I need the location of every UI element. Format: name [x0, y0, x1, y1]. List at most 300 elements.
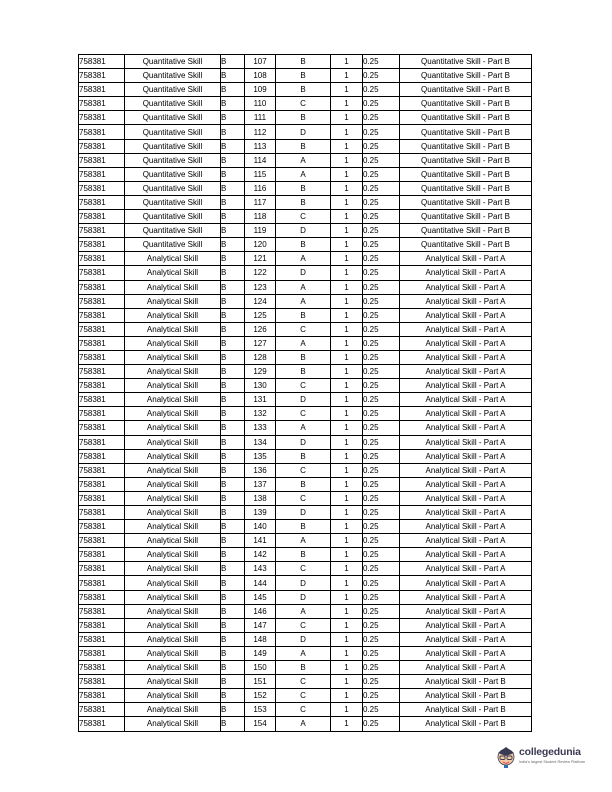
set-cell: B	[221, 604, 245, 618]
subject-cell: Analytical Skill	[125, 393, 221, 407]
negative-marks-cell: 0.25	[363, 463, 400, 477]
question-number-cell: 130	[245, 379, 276, 393]
answer-key-cell: D	[276, 266, 331, 280]
answer-key-cell: D	[276, 435, 331, 449]
answer-key-cell: C	[276, 675, 331, 689]
candidate-id-cell: 758381	[79, 153, 125, 167]
section-cell: Analytical Skill - Part A	[400, 308, 532, 322]
set-cell: B	[221, 618, 245, 632]
set-cell: B	[221, 280, 245, 294]
answer-key-cell: B	[276, 449, 331, 463]
negative-marks-cell: 0.25	[363, 252, 400, 266]
negative-marks-cell: 0.25	[363, 294, 400, 308]
table-row	[79, 195, 532, 209]
answer-key-cell: B	[276, 69, 331, 83]
negative-marks-cell: 0.25	[363, 675, 400, 689]
negative-marks-cell: 0.25	[363, 210, 400, 224]
question-number-cell: 125	[245, 308, 276, 322]
set-cell: B	[221, 379, 245, 393]
brand-tagline: India's largest Student Review Platform	[519, 760, 586, 764]
set-cell: B	[221, 83, 245, 97]
table-row	[79, 675, 532, 689]
candidate-id-cell: 758381	[79, 97, 125, 111]
table-row	[79, 576, 532, 590]
answer-key-cell: C	[276, 703, 331, 717]
subject-cell: Quantitative Skill	[125, 69, 221, 83]
section-cell: Analytical Skill - Part A	[400, 646, 532, 660]
table-row	[79, 322, 532, 336]
marks-cell: 1	[331, 83, 363, 97]
answer-key-cell: B	[276, 661, 331, 675]
set-cell: B	[221, 520, 245, 534]
section-cell: Analytical Skill - Part A	[400, 393, 532, 407]
answer-key-cell: A	[276, 252, 331, 266]
subject-cell: Quantitative Skill	[125, 97, 221, 111]
candidate-id-cell: 758381	[79, 266, 125, 280]
question-number-cell: 133	[245, 421, 276, 435]
answer-key-cell: D	[276, 506, 331, 520]
subject-cell: Quantitative Skill	[125, 153, 221, 167]
set-cell: B	[221, 210, 245, 224]
question-number-cell: 110	[245, 97, 276, 111]
question-number-cell: 134	[245, 435, 276, 449]
marks-cell: 1	[331, 534, 363, 548]
table-row	[79, 506, 532, 520]
set-cell: B	[221, 294, 245, 308]
answer-key-cell: A	[276, 646, 331, 660]
subject-cell: Analytical Skill	[125, 280, 221, 294]
candidate-id-cell: 758381	[79, 181, 125, 195]
section-cell: Analytical Skill - Part A	[400, 421, 532, 435]
question-number-cell: 113	[245, 139, 276, 153]
question-number-cell: 136	[245, 463, 276, 477]
answer-key-cell: B	[276, 111, 331, 125]
table-row	[79, 280, 532, 294]
section-cell: Quantitative Skill - Part B	[400, 224, 532, 238]
subject-cell: Analytical Skill	[125, 491, 221, 505]
candidate-id-cell: 758381	[79, 167, 125, 181]
candidate-id-cell: 758381	[79, 252, 125, 266]
question-number-cell: 145	[245, 590, 276, 604]
negative-marks-cell: 0.25	[363, 224, 400, 238]
section-cell: Quantitative Skill - Part B	[400, 111, 532, 125]
marks-cell: 1	[331, 365, 363, 379]
negative-marks-cell: 0.25	[363, 336, 400, 350]
marks-cell: 1	[331, 167, 363, 181]
subject-cell: Analytical Skill	[125, 506, 221, 520]
section-cell: Analytical Skill - Part A	[400, 435, 532, 449]
answer-key-cell: C	[276, 407, 331, 421]
table-row	[79, 210, 532, 224]
table-row	[79, 646, 532, 660]
question-number-cell: 118	[245, 210, 276, 224]
subject-cell: Analytical Skill	[125, 449, 221, 463]
section-cell: Analytical Skill - Part A	[400, 252, 532, 266]
question-number-cell: 120	[245, 238, 276, 252]
section-cell: Analytical Skill - Part A	[400, 590, 532, 604]
negative-marks-cell: 0.25	[363, 604, 400, 618]
answer-key-sheet	[78, 54, 532, 732]
marks-cell: 1	[331, 322, 363, 336]
marks-cell: 1	[331, 181, 363, 195]
negative-marks-cell: 0.25	[363, 125, 400, 139]
question-number-cell: 128	[245, 350, 276, 364]
set-cell: B	[221, 139, 245, 153]
question-number-cell: 146	[245, 604, 276, 618]
question-number-cell: 150	[245, 661, 276, 675]
table-row	[79, 703, 532, 717]
brand-name: collegedunia	[519, 746, 581, 758]
section-cell: Analytical Skill - Part A	[400, 632, 532, 646]
set-cell: B	[221, 548, 245, 562]
table-row	[79, 590, 532, 604]
question-number-cell: 149	[245, 646, 276, 660]
table-row	[79, 153, 532, 167]
marks-cell: 1	[331, 153, 363, 167]
set-cell: B	[221, 449, 245, 463]
candidate-id-cell: 758381	[79, 604, 125, 618]
set-cell: B	[221, 477, 245, 491]
candidate-id-cell: 758381	[79, 195, 125, 209]
candidate-id-cell: 758381	[79, 632, 125, 646]
question-number-cell: 124	[245, 294, 276, 308]
set-cell: B	[221, 407, 245, 421]
marks-cell: 1	[331, 421, 363, 435]
section-cell: Analytical Skill - Part A	[400, 379, 532, 393]
negative-marks-cell: 0.25	[363, 322, 400, 336]
subject-cell: Analytical Skill	[125, 322, 221, 336]
set-cell: B	[221, 590, 245, 604]
table-row	[79, 238, 532, 252]
marks-cell: 1	[331, 111, 363, 125]
table-row	[79, 393, 532, 407]
answer-key-cell: B	[276, 181, 331, 195]
set-cell: B	[221, 632, 245, 646]
candidate-id-cell: 758381	[79, 491, 125, 505]
question-number-cell: 153	[245, 703, 276, 717]
marks-cell: 1	[331, 520, 363, 534]
answer-key-cell: B	[276, 548, 331, 562]
table-row	[79, 294, 532, 308]
table-row	[79, 562, 532, 576]
candidate-id-cell: 758381	[79, 421, 125, 435]
candidate-id-cell: 758381	[79, 689, 125, 703]
answer-key-cell: B	[276, 308, 331, 322]
negative-marks-cell: 0.25	[363, 55, 400, 69]
marks-cell: 1	[331, 97, 363, 111]
answer-key-cell: A	[276, 167, 331, 181]
answer-key-cell: C	[276, 97, 331, 111]
table-row	[79, 435, 532, 449]
negative-marks-cell: 0.25	[363, 153, 400, 167]
negative-marks-cell: 0.25	[363, 534, 400, 548]
set-cell: B	[221, 534, 245, 548]
candidate-id-cell: 758381	[79, 224, 125, 238]
negative-marks-cell: 0.25	[363, 407, 400, 421]
marks-cell: 1	[331, 252, 363, 266]
table-row	[79, 55, 532, 69]
table-row	[79, 308, 532, 322]
question-number-cell: 126	[245, 322, 276, 336]
marks-cell: 1	[331, 646, 363, 660]
candidate-id-cell: 758381	[79, 294, 125, 308]
set-cell: B	[221, 675, 245, 689]
section-cell: Analytical Skill - Part A	[400, 294, 532, 308]
table-row	[79, 548, 532, 562]
table-row	[79, 365, 532, 379]
candidate-id-cell: 758381	[79, 717, 125, 731]
candidate-id-cell: 758381	[79, 69, 125, 83]
section-cell: Analytical Skill - Part B	[400, 689, 532, 703]
question-number-cell: 116	[245, 181, 276, 195]
answer-key-cell: B	[276, 365, 331, 379]
table-row	[79, 407, 532, 421]
subject-cell: Analytical Skill	[125, 604, 221, 618]
section-cell: Analytical Skill - Part A	[400, 463, 532, 477]
set-cell: B	[221, 491, 245, 505]
subject-cell: Analytical Skill	[125, 618, 221, 632]
subject-cell: Quantitative Skill	[125, 125, 221, 139]
marks-cell: 1	[331, 195, 363, 209]
marks-cell: 1	[331, 661, 363, 675]
subject-cell: Quantitative Skill	[125, 167, 221, 181]
question-number-cell: 122	[245, 266, 276, 280]
answer-key-cell: A	[276, 717, 331, 731]
question-number-cell: 117	[245, 195, 276, 209]
candidate-id-cell: 758381	[79, 111, 125, 125]
subject-cell: Quantitative Skill	[125, 210, 221, 224]
candidate-id-cell: 758381	[79, 661, 125, 675]
negative-marks-cell: 0.25	[363, 661, 400, 675]
subject-cell: Analytical Skill	[125, 435, 221, 449]
subject-cell: Quantitative Skill	[125, 55, 221, 69]
subject-cell: Analytical Skill	[125, 308, 221, 322]
table-row	[79, 224, 532, 238]
answer-key-cell: C	[276, 562, 331, 576]
section-cell: Analytical Skill - Part A	[400, 322, 532, 336]
subject-cell: Analytical Skill	[125, 548, 221, 562]
negative-marks-cell: 0.25	[363, 477, 400, 491]
question-number-cell: 148	[245, 632, 276, 646]
set-cell: B	[221, 365, 245, 379]
negative-marks-cell: 0.25	[363, 167, 400, 181]
subject-cell: Analytical Skill	[125, 266, 221, 280]
set-cell: B	[221, 421, 245, 435]
negative-marks-cell: 0.25	[363, 97, 400, 111]
question-number-cell: 154	[245, 717, 276, 731]
candidate-id-cell: 758381	[79, 308, 125, 322]
section-cell: Analytical Skill - Part A	[400, 562, 532, 576]
answer-key-cell: B	[276, 350, 331, 364]
section-cell: Analytical Skill - Part A	[400, 266, 532, 280]
negative-marks-cell: 0.25	[363, 548, 400, 562]
table-row	[79, 520, 532, 534]
subject-cell: Analytical Skill	[125, 379, 221, 393]
set-cell: B	[221, 506, 245, 520]
answer-key-table	[78, 54, 532, 732]
candidate-id-cell: 758381	[79, 463, 125, 477]
candidate-id-cell: 758381	[79, 618, 125, 632]
subject-cell: Analytical Skill	[125, 689, 221, 703]
negative-marks-cell: 0.25	[363, 506, 400, 520]
section-cell: Quantitative Skill - Part B	[400, 195, 532, 209]
set-cell: B	[221, 463, 245, 477]
section-cell: Quantitative Skill - Part B	[400, 83, 532, 97]
answer-key-cell: B	[276, 55, 331, 69]
table-row	[79, 350, 532, 364]
section-cell: Analytical Skill - Part A	[400, 548, 532, 562]
table-row	[79, 534, 532, 548]
candidate-id-cell: 758381	[79, 548, 125, 562]
question-number-cell: 109	[245, 83, 276, 97]
question-number-cell: 115	[245, 167, 276, 181]
brand-logo	[495, 743, 600, 773]
candidate-id-cell: 758381	[79, 435, 125, 449]
set-cell: B	[221, 181, 245, 195]
question-number-cell: 107	[245, 55, 276, 69]
marks-cell: 1	[331, 139, 363, 153]
marks-cell: 1	[331, 69, 363, 83]
candidate-id-cell: 758381	[79, 83, 125, 97]
negative-marks-cell: 0.25	[363, 365, 400, 379]
subject-cell: Quantitative Skill	[125, 238, 221, 252]
negative-marks-cell: 0.25	[363, 576, 400, 590]
set-cell: B	[221, 661, 245, 675]
set-cell: B	[221, 69, 245, 83]
table-row	[79, 604, 532, 618]
question-number-cell: 119	[245, 224, 276, 238]
candidate-id-cell: 758381	[79, 534, 125, 548]
answer-key-cell: D	[276, 125, 331, 139]
set-cell: B	[221, 153, 245, 167]
subject-cell: Quantitative Skill	[125, 195, 221, 209]
answer-key-cell: C	[276, 463, 331, 477]
section-cell: Analytical Skill - Part A	[400, 491, 532, 505]
candidate-id-cell: 758381	[79, 562, 125, 576]
negative-marks-cell: 0.25	[363, 350, 400, 364]
marks-cell: 1	[331, 393, 363, 407]
set-cell: B	[221, 350, 245, 364]
marks-cell: 1	[331, 618, 363, 632]
candidate-id-cell: 758381	[79, 477, 125, 491]
candidate-id-cell: 758381	[79, 322, 125, 336]
marks-cell: 1	[331, 506, 363, 520]
set-cell: B	[221, 195, 245, 209]
marks-cell: 1	[331, 266, 363, 280]
section-cell: Analytical Skill - Part A	[400, 506, 532, 520]
question-number-cell: 123	[245, 280, 276, 294]
negative-marks-cell: 0.25	[363, 195, 400, 209]
candidate-id-cell: 758381	[79, 210, 125, 224]
subject-cell: Analytical Skill	[125, 646, 221, 660]
marks-cell: 1	[331, 576, 363, 590]
table-row	[79, 689, 532, 703]
set-cell: B	[221, 308, 245, 322]
question-number-cell: 140	[245, 520, 276, 534]
section-cell: Analytical Skill - Part A	[400, 280, 532, 294]
section-cell: Quantitative Skill - Part B	[400, 167, 532, 181]
section-cell: Analytical Skill - Part A	[400, 449, 532, 463]
table-row	[79, 83, 532, 97]
table-row	[79, 181, 532, 195]
table-row	[79, 717, 532, 731]
negative-marks-cell: 0.25	[363, 449, 400, 463]
subject-cell: Analytical Skill	[125, 562, 221, 576]
negative-marks-cell: 0.25	[363, 379, 400, 393]
question-number-cell: 152	[245, 689, 276, 703]
answer-key-cell: C	[276, 491, 331, 505]
answer-key-cell: C	[276, 689, 331, 703]
section-cell: Quantitative Skill - Part B	[400, 210, 532, 224]
question-number-cell: 135	[245, 449, 276, 463]
candidate-id-cell: 758381	[79, 336, 125, 350]
subject-cell: Analytical Skill	[125, 350, 221, 364]
subject-cell: Analytical Skill	[125, 407, 221, 421]
negative-marks-cell: 0.25	[363, 689, 400, 703]
subject-cell: Analytical Skill	[125, 520, 221, 534]
section-cell: Quantitative Skill - Part B	[400, 55, 532, 69]
question-number-cell: 141	[245, 534, 276, 548]
answer-key-cell: A	[276, 153, 331, 167]
section-cell: Analytical Skill - Part B	[400, 703, 532, 717]
table-row	[79, 449, 532, 463]
marks-cell: 1	[331, 491, 363, 505]
section-cell: Analytical Skill - Part A	[400, 520, 532, 534]
answer-key-cell: D	[276, 632, 331, 646]
set-cell: B	[221, 322, 245, 336]
question-number-cell: 144	[245, 576, 276, 590]
marks-cell: 1	[331, 210, 363, 224]
negative-marks-cell: 0.25	[363, 632, 400, 646]
set-cell: B	[221, 393, 245, 407]
marks-cell: 1	[331, 548, 363, 562]
marks-cell: 1	[331, 280, 363, 294]
subject-cell: Analytical Skill	[125, 675, 221, 689]
answer-key-cell: A	[276, 280, 331, 294]
question-number-cell: 121	[245, 252, 276, 266]
question-number-cell: 139	[245, 506, 276, 520]
marks-cell: 1	[331, 463, 363, 477]
section-cell: Analytical Skill - Part B	[400, 675, 532, 689]
answer-key-cell: D	[276, 224, 331, 238]
section-cell: Analytical Skill - Part A	[400, 618, 532, 632]
candidate-id-cell: 758381	[79, 646, 125, 660]
marks-cell: 1	[331, 336, 363, 350]
table-row	[79, 661, 532, 675]
candidate-id-cell: 758381	[79, 280, 125, 294]
set-cell: B	[221, 111, 245, 125]
subject-cell: Analytical Skill	[125, 534, 221, 548]
question-number-cell: 151	[245, 675, 276, 689]
answer-key-cell: B	[276, 83, 331, 97]
candidate-id-cell: 758381	[79, 449, 125, 463]
negative-marks-cell: 0.25	[363, 618, 400, 632]
subject-cell: Quantitative Skill	[125, 111, 221, 125]
table-row	[79, 252, 532, 266]
section-cell: Analytical Skill - Part A	[400, 661, 532, 675]
question-number-cell: 131	[245, 393, 276, 407]
question-number-cell: 111	[245, 111, 276, 125]
answer-key-cell: B	[276, 195, 331, 209]
negative-marks-cell: 0.25	[363, 69, 400, 83]
set-cell: B	[221, 689, 245, 703]
negative-marks-cell: 0.25	[363, 238, 400, 252]
candidate-id-cell: 758381	[79, 407, 125, 421]
section-cell: Analytical Skill - Part A	[400, 407, 532, 421]
negative-marks-cell: 0.25	[363, 139, 400, 153]
section-cell: Analytical Skill - Part A	[400, 604, 532, 618]
candidate-id-cell: 758381	[79, 350, 125, 364]
